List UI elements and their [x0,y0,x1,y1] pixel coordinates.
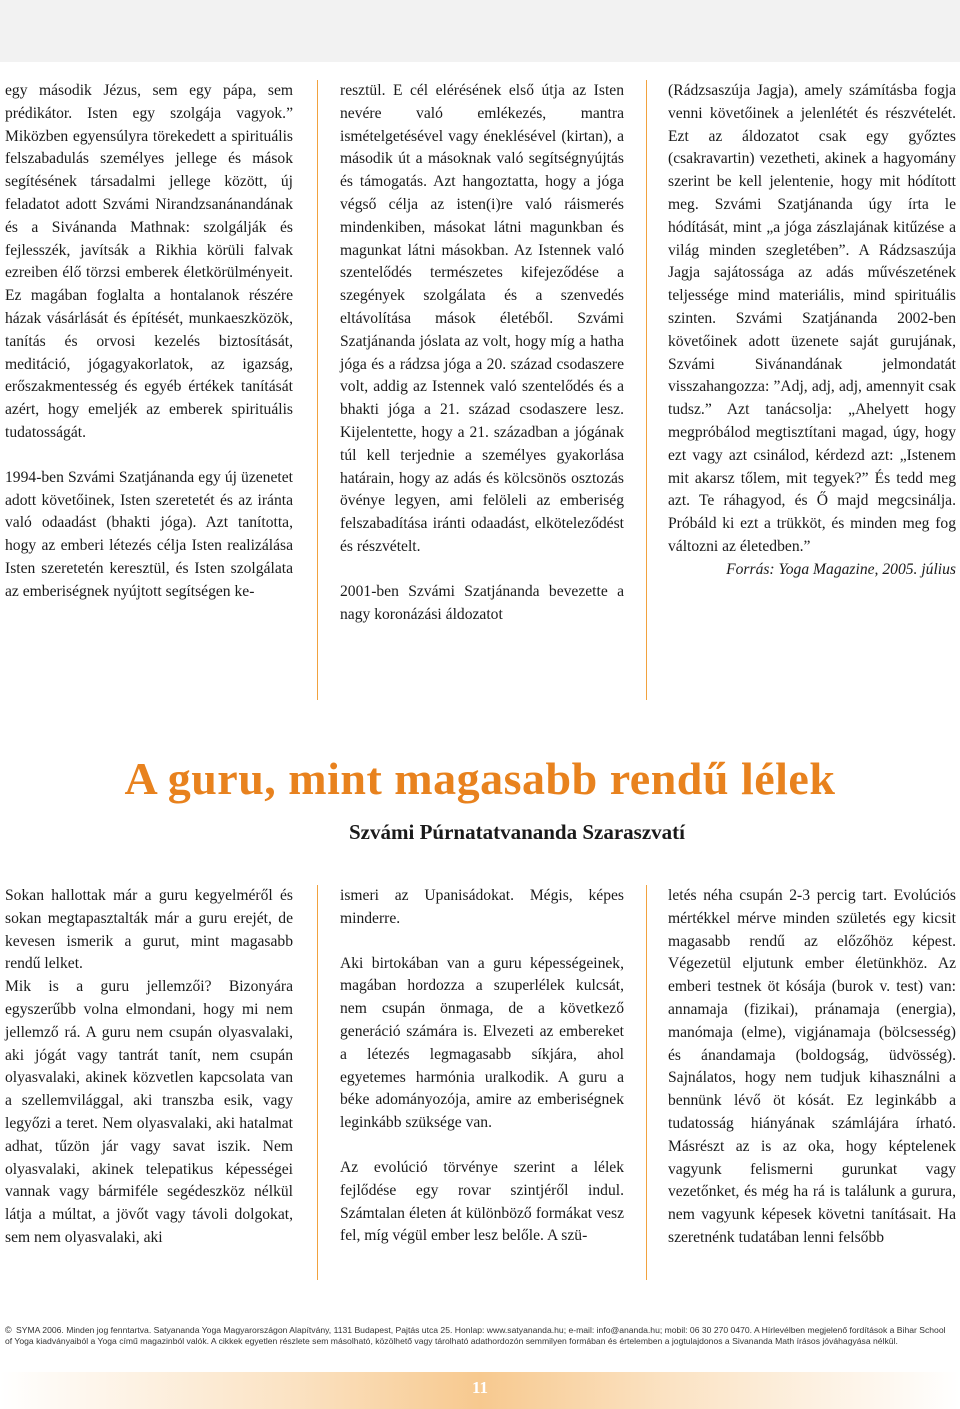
footer-copyright [5,1325,955,1347]
paragraph: Sokan hallottak már a guru kegyelméről és sokan megtapasztalták már a guru erejét, de kevesen ismerik a gurut, mint magasabb rendű lelket. [5,887,293,973]
article2-column-2 [340,885,624,1248]
copyright-icon: © [5,1325,12,1335]
source-citation: Forrás: Yoga Magazine, 2005. július [726,560,956,578]
page-number: 11 [471,1378,489,1397]
paragraph: Mik is a guru jellemzői? Bizonyára egyszerűbb volna elmondani, hogy mi nem jellemző rá. A guru nem csupán olyasvalaki, aki jógát vagy tantrát tanít, nem csupán olyasvalaki, akinek közvetlen kapcsolata van a szellemvilággal, aki transzba esik, vagy legyőzi a teret. Nem olyasvalaki, aki hatalmat adhat, tűzön jár vagy savat iszik. Nem olyasvalaki, akinek telepatikus képességei vannak vagy bármiféle segédeszköz nélkül látja a múltat, a jövőt vagy távoli dolgokat, sem nem olyasvalaki, aki [5,978,293,1246]
paragraph: letés néha csupán 2-3 percig tart. Evolúciós mértékkel mérve minden születés egy kicsit magasabb rendű az előzőhöz képest. Végezetül eljutunk ember életünkhöz. Az emberi testnek öt kósája (burok v. test) van: annamaja (fizikai), pránamaja (energia), manómaja (elme), vigjánamaja (bölcsesség) és ánandamaja (boldogság, üdvösség). Sajnálatos, hogy nem tudjuk kihasználni a bennünk lévő öt kósát. Ez leginkább a tudatosság hiányának számlájára írható. Másrészt az is az oka, hogy képtelenek vagyunk felismerni gurunkat vagy vezetőnket, és még ha rá is találunk a gurura, nem vagyunk képesek követni tanításait. Ha szeretnénk tudatában lenni felsőbb [668,887,956,1246]
paragraph: egy második Jézus, sem egy pápa, sem prédikátor. Isten egy szolgája vagyok.” Miközben egyensúlyra törekedett a spirituális felszabadulás személyes jellege és mások segítésének társadalmi jellege között, új feladatot adott Szvámi Nirandzsanánandának és a Sivánanda Mathnak: szolgálják és fejlesszék, javítsák a Rikhia körüli falvak ezreiben élő törzsi emberek életkörülményeit. Ez magában foglalta a hontalanok részére házak vásárlását és építését, munkaeszközök, tanítás és orvosi kezelés biztosítását, meditáció, jógagyakorlatok, az igazság, erőszakmentesség és egyéb értékek tanítását azért, hogy emeljék az emberek spirituális tudatosságát. [5,82,293,441]
article-title: A guru, mint magasabb rendű lélek [124,753,836,804]
paragraph: 1994-ben Szvámi Szatjánanda egy új üzenetet adott követőinek, Isten szeretetét és az iránta való odaadást (bhakti jóga). Azt tanította, hogy az emberi létezés célja Isten realizálása Isten szeretetén keresztül, és Isten szolgálata az emberiségnek nyújtott segítségen ke- [5,468,293,600]
article-author: Szvámi Púrnatatvananda Szaraszvatí [349,820,685,844]
article1-column-1 [5,80,293,604]
paragraph: Aki birtokában van a guru képességeinek, magában hordozza a szuperlélek kulcsát, nem csupán önmaga, de a következő generáció számára is. Elvezeti az embereket a létezés legmagasabb síkjára, ahol egyetemes harmónia uralkodik. A guru a béke adományozója, amire az emberiségnek leginkább szüksége van. [340,954,624,1132]
paragraph: (Rádzsaszúja Jagja), amely számításba fogja venni követőinek a jelenlétét és részvételét. Ezt az áldozatot csak egy győztes (csakravartin) vezetheti, akinek a hagyomány szerint be kell jelentenie, hogy mit hódított meg. Szvámi Szatjánanda úgy írta le hódítását, mint „a jóga zászlajának kitűzése a világ minden szegletében”. A Rádzsaszúja Jagja sajátossága az adás művészetének teljessége mind materiális, mind spirituális szinten. Szvámi Szatjánanda 2002-ben követőinek adott üzenete saját gurujának, Szvámi Sivánandának jelmondatát visszahangozza: ”Adj, adj, adj, amennyit csak tudsz.” Azt tanácsolja: „Ahelyett hogy megpróbálod megtisztítani magad, úgy, hogy ezt vagy azt csinálod, kérdezd azt: „Istenem mit akarsz tőlem, mit tegyek?” És tedd meg azt. Te ráhagyod, és Ő majd megcsinálja. Próbáld ki ezt a trükköt, és minden meg fog változni az életedben.” [668,82,956,555]
paragraph: ismeri az Upanisádokat. Mégis, képes minderre. [340,887,624,927]
column-divider [646,885,647,1280]
article1-column-2 [340,80,624,626]
paragraph: resztül. E cél elérésének első útja az Isten nevére való emlékezés, mantra ismételgetésével vagy éneklésével (kirtan), a második út a másoknak való segítségnyújtás és támogatás. Azt hangoztatta, hogy a jóga végső célja az isten(i)re való ráismerés mindenkiben, másokat látni magunkban és magunkat látni másokban. Az Istennek való szentelődés természetes kifejeződése a szegények szolgálata és a szenvedés eltávolítása mások életéből. Szvámi Szatjánanda jóslata az volt, hogy míg a hatha jóga és a rádzsa jóga a 20. század csodaszere volt, addig az Istennek való szentelődés és a bhakti jóga a 21. század csodaszere lesz. Kijelentette, hogy a 21. században a jógának túl kell terjednie a személyes gyakorlása határain, hogy az adás és kölcsönös osztozás övénye legyen, ami felöleli az emberiség felszabadítása iránti odaadást, elköteleződést és részvételt. [340,82,624,555]
column-divider [646,80,647,700]
footer-text: SYMA 2006. Minden jog fenntartva. Satyananda Yoga Magyarországon Alapítvány, 1131 Budapest, Pajtás utca 25. Honlap: www.satyananda.hu; e-mail: info@ananda.hu; mobil: 06 30 270 0470. A Hírlevélben megjelenő fordítások a Bihar School of Yoga kiadványaiból a Yoga című magazinból valók. A cikkek egyetlen részlete sem másolható, közölhető vagy tárolható adathordozón semmilyen formában és értelemben a jogtulajdonos a Sivananda Math írásos jóváhagyása nélkül. [5,1325,946,1346]
article2-column-3 [668,885,956,1250]
column-divider [317,885,318,1280]
column-divider [317,80,318,700]
article2-column-1 [5,885,293,1250]
paragraph: 2001-ben Szvámi Szatjánanda bevezette a nagy koronázási áldozatot [340,582,624,623]
article1-column-3 [668,80,956,582]
paragraph: Az evolúció törvénye szerint a lélek fejlődése egy rovar szintjéről indul. Számtalan életen át különböző formákat vesz fel, míg végül ember lesz belőle. A szü- [340,1158,624,1245]
header-band [0,0,960,62]
